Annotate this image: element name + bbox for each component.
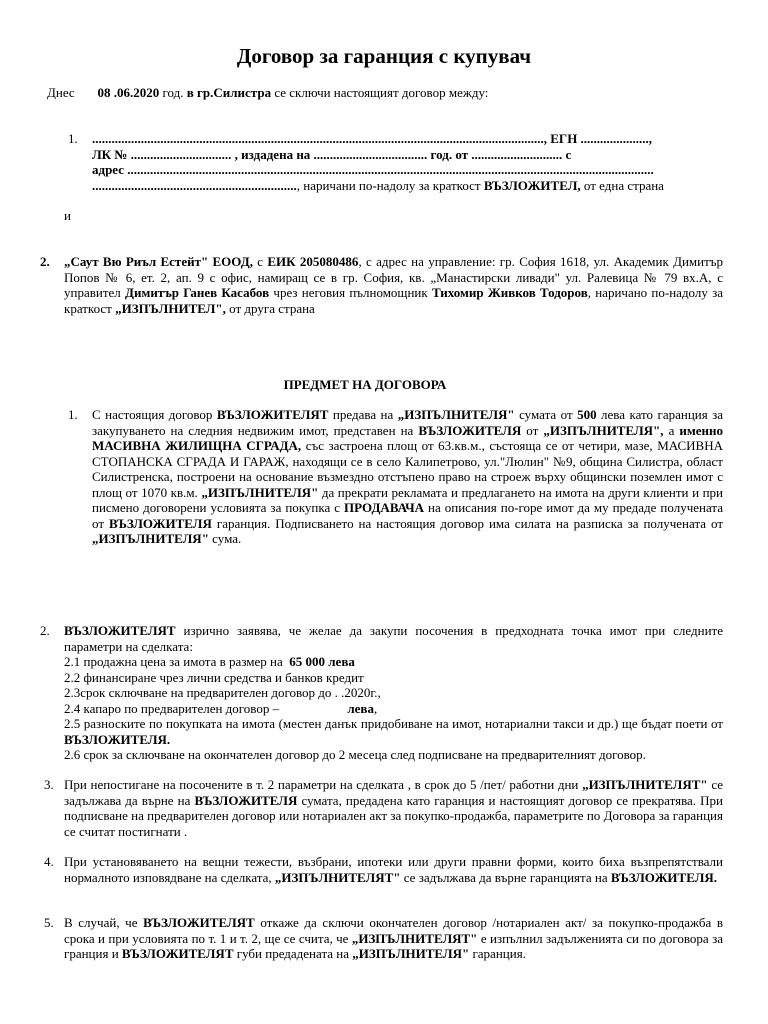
clause-bold: „ИЗПЪЛНИТЕЛЯТ": [274, 869, 401, 885]
party-1-designation: , наричани по-надолу за краткост: [296, 177, 481, 193]
party-2-proxy: Тихомир Живков Тодоров: [431, 285, 588, 300]
clause-bold: „ИЗПЪЛНИТЕЛЯ": [92, 531, 209, 546]
clause-bold: ВЪЗЛОЖИТЕЛЯТ: [216, 407, 329, 422]
clause-3-body: [64, 777, 723, 839]
document-title: Договор за гаранция с купувач: [236, 44, 532, 68]
clause-2-intro: [64, 623, 723, 654]
clause-bold: именно МАСИВНА ЖИЛИЩНА СГРАДА,: [92, 422, 723, 453]
param-deposit-currency: лева: [347, 700, 374, 716]
intro-line: [47, 85, 727, 101]
clause-text: При установяването на вещни тежести, възбрани, ипотеки или други правни форми, които биха възпрепятствали нормалното изповядване на сделката,: [64, 854, 723, 885]
param-bold: ВЪЗЛОЖИТЕЛЯ.: [64, 731, 171, 747]
party-1-role: ВЪЗЛОЖИТЕЛ,: [483, 177, 581, 193]
party-1-number: 1.: [68, 131, 78, 146]
param-2-1: [64, 654, 723, 670]
party-1-address-dots: ...............................................................: [92, 177, 297, 193]
party-2-side: от друга страна: [229, 300, 315, 316]
clause-text: е изпълнил задълженията си по договора за гранция и: [64, 930, 723, 961]
intro-place: в гр.Силистра: [186, 85, 272, 100]
party-2-body: [64, 254, 723, 316]
clause-text: се задължава да върне на: [64, 777, 724, 808]
param-text: 2.4 капаро по предварителен договор –: [64, 700, 280, 716]
clause-bold: „ИЗПЪЛНИТЕЛЯ": [397, 407, 515, 422]
clause-3-number: 3.: [44, 777, 54, 792]
intro-prefix: Днес: [47, 85, 75, 100]
param-text: 2.5 разноските по покупката на имота (местен данък придобиване на имот, нотариални такси и др.) ще бъдат поети от: [64, 716, 723, 731]
party-2-role: „ИЗПЪЛНИТЕЛ",: [115, 300, 226, 316]
clause-text: лева като гаранция за закупуването на следния недвижим имот, представен на: [92, 407, 724, 438]
param-2-5: [64, 716, 723, 747]
clause-2-number: 2.: [40, 623, 50, 638]
clause-text: гаранция. Подписването на настоящия договор има силата на разписка за получената от: [216, 515, 724, 531]
party-2-company: „Саут Вю Риъл Естейт" ЕООД,: [64, 254, 253, 269]
clause-bold: ВЪЗЛОЖИТЕЛЯ: [418, 422, 522, 438]
clause-text: сумата, предадена като гаранция и настоящият договор се прекратява. При подписване на предварителен договор или нотариален акт за покупко-продажба, параметрите по Договора за гаранция се считат постигнати .: [64, 792, 723, 839]
param-price: 65 000 лева: [289, 654, 355, 669]
party-1-body: [92, 131, 722, 193]
clause-text: със застроена площ от 63.кв.м., състояща се от четири, мазе, МАСИВНА СТОПАНСКА СГРАДА И ГАРАЖ, находящи се в село Калипетрово, ул."Люлин" №9, община Силистра, област Силистренска, построени на основание възмездно отстъпено право на строеж върху общински поземлен имот с площ от 1070 кв.м.: [92, 438, 724, 500]
clause-text: сума.: [212, 531, 242, 546]
clause-text: откаже да сключи окончателен договор /нотариален акт/ за покупко-продажба в срока и при условията по т. 1 и т. 2, ще се счита, че: [64, 915, 723, 946]
party-2-eik: ЕИК 205080486: [267, 254, 359, 269]
clause-text: губи предадената на: [236, 946, 350, 961]
party-2-address: , с адрес на управление: гр. София 1618, ул. Академик Димитър Попов № 6, ет. 2, ап. 9 с офис, намиращ се в гр. София, кв. „Манастирски ливади" ул. Ралевица № 79 вх.А, с управител: [64, 254, 724, 300]
clause-bold: ВЪЗЛОЖИТЕЛЯТ: [64, 623, 176, 638]
party-1-side: от една страна: [583, 177, 664, 193]
clause-text: а: [668, 422, 675, 438]
clause-text: на описания по-горе имот да му предаде получената от: [92, 500, 724, 531]
clause-5-number: 5.: [44, 915, 54, 930]
clause-bold: „ИЗПЪЛНИТЕЛЯ": [201, 484, 319, 500]
party-1-address: адрес ..................................................................................................................................................................: [92, 162, 654, 177]
clause-bold: „ИЗПЪЛНИТЕЛЯТ": [582, 777, 708, 792]
param-2-4: [64, 701, 723, 717]
clause-bold: ПРОДАВАЧА: [344, 500, 425, 515]
clause-bold: ВЪЗЛОЖИТЕЛЯ: [108, 515, 212, 531]
clause-text: се задължава да върне гаранцията на: [403, 869, 608, 885]
clause-bold: „ИЗПЪЛНИТЕЛЯ",: [543, 422, 664, 438]
param-text: 2.1 продажна цена за имота в размер на: [64, 654, 283, 669]
param-2-2: 2.2 финансиране чрез лични средства и банков кредит: [64, 669, 364, 685]
party-2-text: с: [257, 254, 264, 269]
party-1-id-card: ЛК № ............................... , издадена на ................................... год. от ............................ с: [92, 146, 572, 162]
clause-4-body: [64, 854, 723, 885]
clause-2-body: [64, 623, 723, 763]
clause-bold: ВЪЗЛОЖИТЕЛЯТ: [121, 946, 234, 961]
subject-heading: ПРЕДМЕТ НА ДОГОВОРА: [283, 377, 447, 392]
clause-amount: 500: [577, 407, 597, 422]
clause-text: При непостигане на посочените в т. 2 параметри на сделката , в срок до 5 /пет/ работни дни: [64, 777, 579, 792]
clause-text: В случай, че: [64, 915, 138, 930]
clause-1-body: [92, 407, 723, 547]
intro-suffix: се сключи настоящият договор между:: [274, 85, 489, 100]
clause-text: сумата от: [519, 407, 573, 422]
intro-date: 08 .06.2020: [97, 85, 160, 100]
clause-1-number: 1.: [68, 407, 78, 422]
clause-text: изрично заявява, че желае да закупи посочения в предходната точка имот при следните параметри на сделката:: [64, 623, 723, 654]
party-2-text: , наричано по-надолу за краткост: [64, 285, 724, 316]
party-1-name-dots: ...........................................................................................................................................: [92, 131, 544, 146]
clause-4-number: 4.: [44, 854, 54, 869]
party-2-number: 2.: [40, 254, 50, 269]
clause-bold: „ИЗПЪЛНИТЕЛЯТ": [351, 930, 478, 946]
clause-text: гаранция.: [472, 946, 526, 961]
clause-text: да прекрати рекламата и предлагането на имота на други клиенти и при писмено договорени условията за покупка с: [92, 484, 723, 515]
clause-text: от: [526, 422, 539, 438]
param-text: ,: [373, 700, 378, 716]
clause-bold: ВЪЗЛОЖИТЕЛЯТ: [143, 915, 255, 930]
param-2-3: 2.3срок сключване на предварителен договор до . .2020г.,: [64, 685, 381, 700]
clause-5-body: [64, 915, 723, 962]
party-2-text: чрез неговия пълномощник: [273, 285, 428, 300]
party-2-manager: Димитър Ганев Касабов: [125, 285, 270, 300]
and-word: и: [64, 208, 71, 223]
intro-year-word: год.: [162, 85, 184, 100]
party-1-egn: , ЕГН .....................,: [543, 131, 653, 146]
param-2-6: 2.6 срок за сключване на окончателен договор до 2 месеца след подписване на предварителният договор.: [64, 747, 646, 762]
clause-text: предава на: [332, 407, 394, 422]
clause-bold: ВЪЗЛОЖИТЕЛЯ: [194, 792, 298, 808]
clause-text: С настоящия договор: [92, 407, 213, 422]
clause-bold: „ИЗПЪЛНИТЕЛЯ": [352, 946, 470, 961]
clause-bold: ВЪЗЛОЖИТЕЛЯ.: [610, 869, 718, 885]
